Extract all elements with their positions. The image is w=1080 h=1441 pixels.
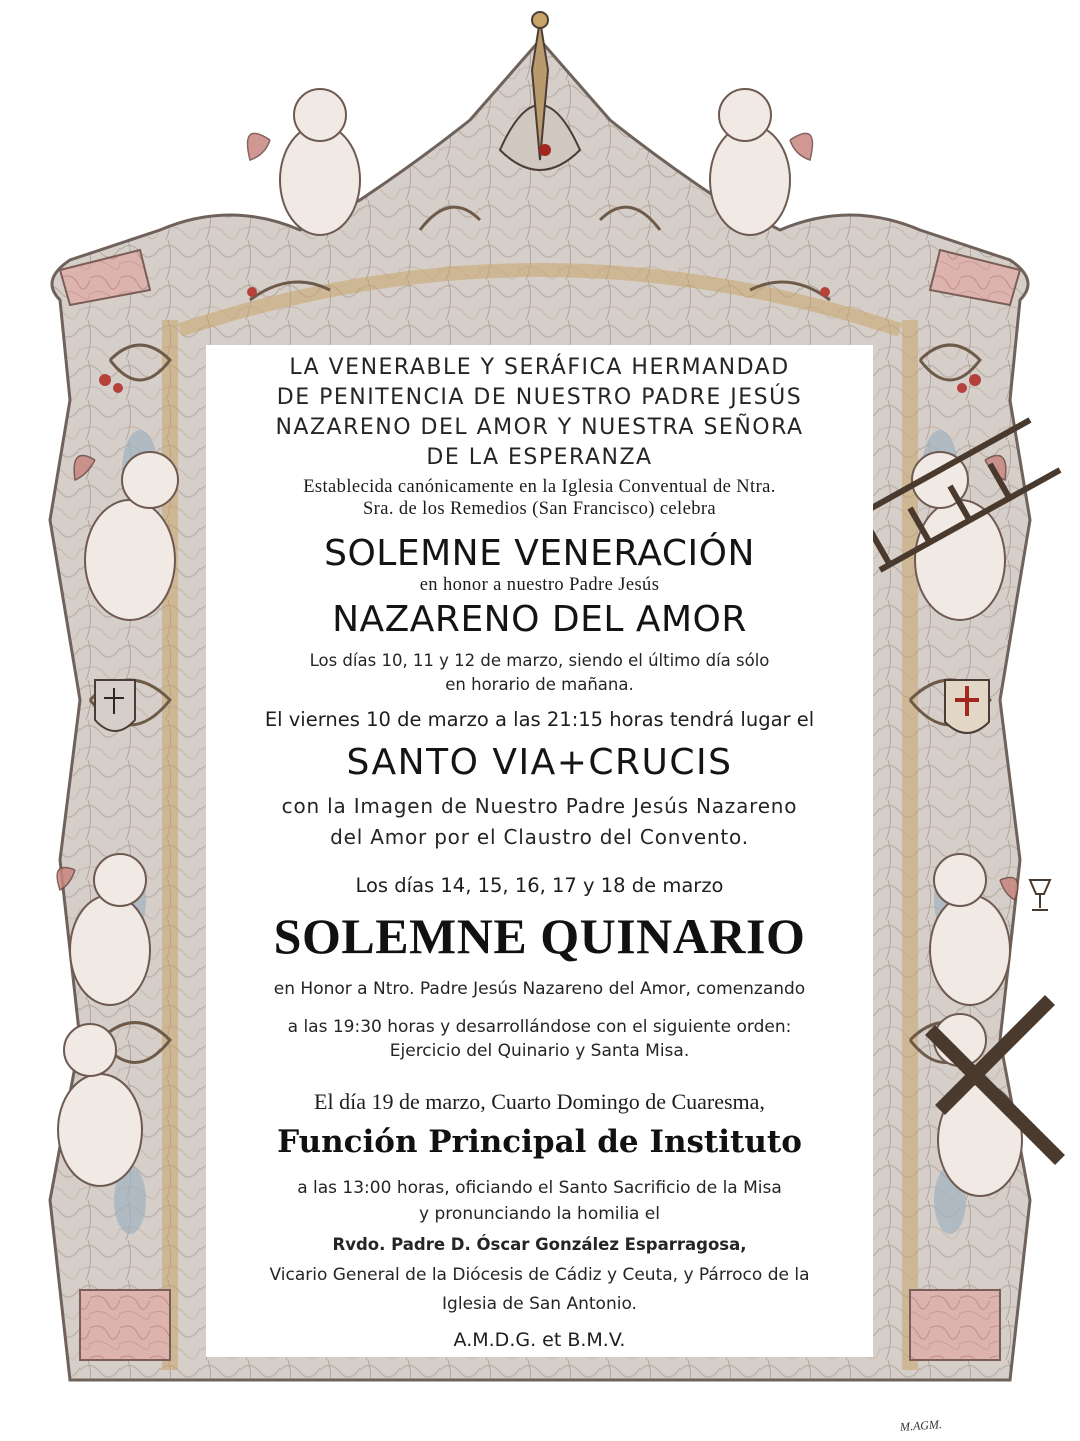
- viacrucis-title: SANTO VIA+CRUCIS: [346, 742, 733, 783]
- header-line-1: LA VENERABLE Y SERÁFICA HERMANDAD: [289, 355, 790, 380]
- header-subtitle-2: Sra. de los Remedios (San Francisco) celebra: [362, 499, 717, 519]
- veneracion-dates-2: en horario de mañana.: [445, 675, 634, 694]
- funcion-intro: El día 19 de marzo, Cuarto Domingo de Cuaresma,: [314, 1089, 765, 1114]
- funcion-desc-2: y pronunciando la homilia el: [419, 1204, 660, 1224]
- quinario-desc-3: Ejercicio del Quinario y Santa Misa.: [389, 1041, 690, 1061]
- funcion-title: Función Principal de Instituto: [277, 1124, 802, 1160]
- quinario-desc-2: a las 19:30 horas y desarrollándose con el siguiente orden:: [287, 1017, 792, 1037]
- quinario-desc-1: en Honor a Ntro. Padre Jesús Nazareno del Amor, comenzando: [273, 979, 806, 999]
- artist-signature: M.AGM.: [899, 1417, 943, 1434]
- quinario-title: SOLEMNE QUINARIO: [273, 908, 806, 964]
- announcement-panel: [206, 345, 873, 1357]
- header-line-4: DE LA ESPERANZA: [426, 445, 653, 470]
- veneracion-title: SOLEMNE VENERACIÓN: [324, 533, 755, 574]
- viacrucis-desc-2: del Amor por el Claustro del Convento.: [330, 825, 749, 849]
- funcion-preacher: Rvdo. Padre D. Óscar González Esparragosa,: [332, 1235, 747, 1254]
- closing-motto: A.M.D.G. et B.M.V.: [453, 1329, 626, 1351]
- viacrucis-desc-1: con la Imagen de Nuestro Padre Jesús Nazareno: [281, 794, 798, 818]
- viacrucis-intro: El viernes 10 de marzo a las 21:15 horas tendrá lugar el: [264, 708, 815, 731]
- header-line-3: NAZARENO DEL AMOR Y NUESTRA SEÑORA: [275, 415, 804, 440]
- header-subtitle-1: Establecida canónicamente en la Iglesia Conventual de Ntra.: [303, 477, 776, 497]
- quinario-dates: Los días 14, 15, 16, 17 y 18 de marzo: [355, 874, 724, 897]
- veneracion-dates-1: Los días 10, 11 y 12 de marzo, siendo el último día sólo: [309, 651, 770, 670]
- veneracion-honor: en honor a nuestro Padre Jesús: [419, 575, 660, 595]
- funcion-role-2: Iglesia de San Antonio.: [442, 1294, 637, 1314]
- funcion-desc-1: a las 13:00 horas, oficiando el Santo Sacrificio de la Misa: [297, 1178, 782, 1198]
- veneracion-name: NAZARENO DEL AMOR: [332, 599, 747, 640]
- funcion-role-1: Vicario General de la Diócesis de Cádiz y Ceuta, y Párroco de la: [269, 1265, 810, 1285]
- header-line-2: DE PENITENCIA DE NUESTRO PADRE JESÚS: [276, 385, 803, 410]
